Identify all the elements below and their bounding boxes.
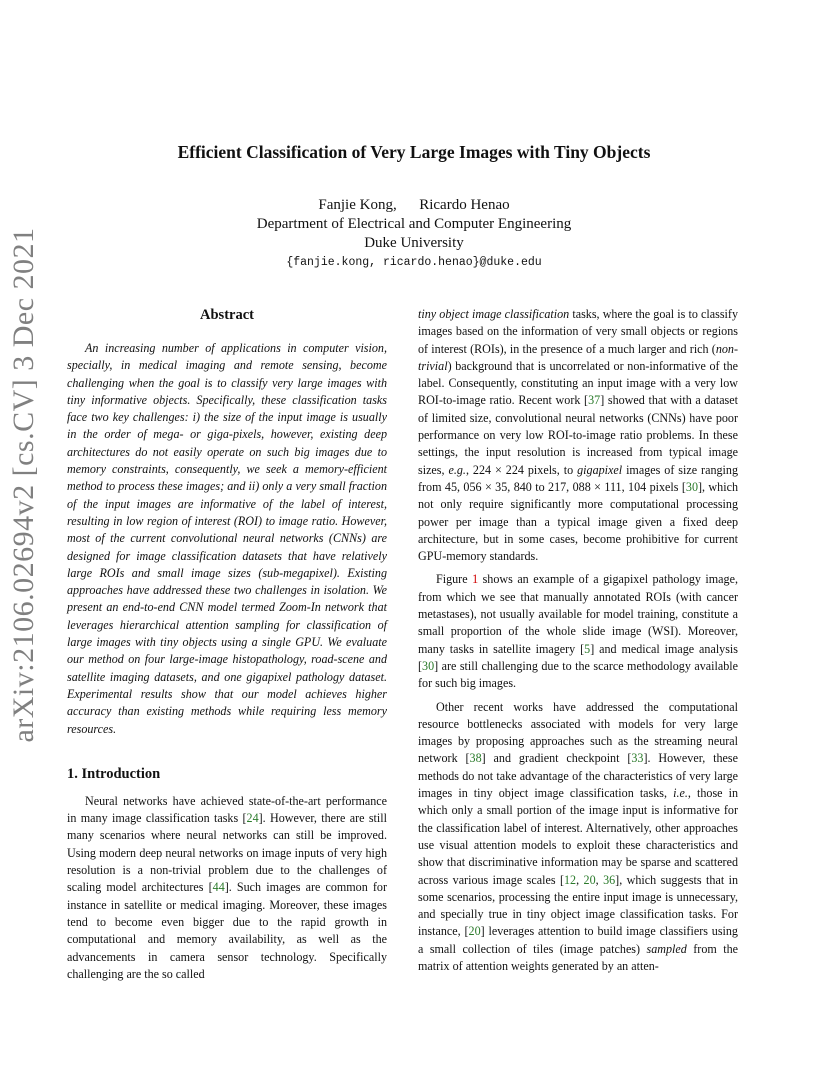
text-run: ], which suggests that in some scenarios, processing the entire input image is unnecessary, and specially true in tiny object image classification tasks. For instance, [ [418, 872, 739, 939]
text-run: , those in which only a small portion of the image input is informative for the classification label of interest. Alternatively, other approaches use visual attention models to exploit these characteristics and show that discriminative information may be sparse and scattered across various image scales [ [418, 786, 738, 887]
text-run: ]. However, there are still many scenarios where neural networks can still be improved. Using modern deep neural networks on image inputs of very high resolution is a non-trivial problem due to the challenges of scaling model architectures [ [67, 811, 387, 895]
text-run-italic: tiny object image classification [418, 307, 570, 321]
citation-link[interactable]: 5 [584, 641, 591, 656]
text-run: ] are still challenging due to the scarce methodology available for such big images. [418, 658, 738, 691]
text-run: Figure [436, 572, 473, 587]
text-run: Other recent works have addressed the computational resource bottlenecks associated with models for very large images by proposing approaches such as the streaming neural network [ [418, 699, 738, 766]
author-emails: {fanjie.kong, ricardo.henao}@duke.edu [286, 256, 542, 269]
arxiv-side-stamp: arXiv:2106.02694v2 [cs.CV] 3 Dec 2021 [7, 227, 40, 743]
author-names: Fanjie Kong, Ricardo Henao [318, 197, 510, 213]
figure-reference-link[interactable]: 1 [472, 572, 479, 587]
author-block [0, 196, 828, 253]
text-run: ] leverages attention to build image classifiers using a small collection of tiles (image patches) [418, 924, 738, 956]
citation-link[interactable]: 20 [583, 872, 596, 887]
text-run: , [595, 872, 604, 887]
text-run: ] showed that with a dataset of limited size, convolutional neural networks (CNNs) have poor performance on very low ROI-to-image ratio problems. In these settings, the input resolution is increased from typical image sizes, [418, 393, 738, 477]
text-run: ] and gradient checkpoint [ [481, 751, 632, 766]
text-run-italic: e.g. [448, 462, 466, 477]
text-run: , 224 × 224 pixels, to [465, 462, 578, 477]
citation-link[interactable]: 24 [246, 811, 259, 826]
citation-link[interactable]: 20 [468, 924, 481, 939]
intro-paragraph-3 [418, 571, 738, 692]
text-run: ] and medical image analysis [ [418, 641, 738, 673]
text-run: ) background that is uncorrelated or non-informative of the label. Consequently, constituting an input image with a very low ROI-to-image ratio. Recent work [ [418, 358, 738, 408]
paper-title: Efficient Classification of Very Large Images with Tiny Objects [177, 142, 651, 162]
text-run-italic: gigapixel [577, 462, 623, 477]
text-run: Neural networks have achieved state-of-the-art performance in many image classification tasks [ [67, 793, 387, 826]
intro-paragraph-2 [418, 306, 738, 565]
citation-link[interactable]: 38 [469, 751, 482, 766]
abstract-text: An increasing number of applications in computer vision, specially, in medical imaging and remote sensing, become challenging when the goal is to classify very large images with tiny informative objects. Specifically, these classification tasks face two key challenges: i) the size of the input image is usually in the order of mega- or giga-pixels, however, existing deep architectures do not easily operate on such big images due to memory constraints, consequently, we seek a memory-efficient method to process these images; and ii) only a very small fraction of the input images are informative of the label of interest, resulting in low region of interest (ROI) to image ratio. However, most of the current convolutional neural networks (CNNs) are designed for image classification datasets that have relatively large ROIs and small image sizes (sub-megapixel). Existing approaches have addressed these two challenges in isolation. We present an end-to-end CNN model termed Zoom-In network that leverages hierarchical attention sampling for classification of large images with tiny objects using a single GPU. We evaluate our method on four large-image histopathology, road-scene and satellite imaging datasets, and one gigapixel pathology dataset. Experimental results show that our model achieves higher accuracy than existing methods while requiring less memory resources. [67, 341, 387, 736]
text-run: ]. However, these methods do not take advantage of the characteristics of very large images in tiny object image classification tasks, [418, 751, 738, 801]
citation-link[interactable]: 33 [631, 751, 644, 766]
author-university: Duke University [364, 235, 464, 251]
intro-paragraph-1 [67, 793, 387, 983]
text-run-italic: i.e. [673, 786, 688, 801]
citation-link[interactable]: 30 [685, 479, 698, 494]
text-run: tasks, where the goal is to classify images based on the information of very small objects or regions of interest (ROIs), in the presence of a much larger and rich ( [418, 307, 738, 356]
text-run: shows an example of a gigapixel pathology image, from which we see that manually annotated ROIs (with cancer metastases), not usually available for model training, constitute a small proportion of the whole slide image (WSI). Moreover, many tasks in satellite imagery [ [418, 572, 738, 656]
citation-link[interactable]: 37 [588, 393, 601, 408]
text-run: ], which not only require significantly more computational processing power per image than a typical image given a fixed deep architecture, but in some cases, become prohibitive for current GPU-memory standards. [418, 479, 738, 564]
left-column [67, 306, 387, 983]
text-run: ]. Such images are common for instance in satellite or medical imaging. Moreover, these images tend to become even bigger due to the rapid growth in computational and memory availability, as well as the advancements in camera sensor technology. Specifically challenging are the so called [67, 880, 387, 981]
text-run-italic: sampled [646, 941, 687, 956]
intro-paragraph-4 [418, 699, 738, 976]
section-heading-introduction: 1. Introduction [67, 765, 161, 782]
citation-link[interactable]: 44 [212, 880, 225, 895]
text-run: , [576, 872, 584, 887]
citation-link[interactable]: 12 [563, 872, 577, 887]
citation-link[interactable]: 36 [603, 872, 616, 887]
text-run: from the matrix of attention weights generated by an atten- [418, 941, 738, 973]
citation-link[interactable]: 30 [422, 658, 435, 673]
right-column [418, 306, 738, 975]
text-run-italic: non-trivial [418, 341, 738, 373]
author-affiliation: Department of Electrical and Computer Engineering [256, 216, 572, 232]
abstract-heading: Abstract [200, 307, 254, 323]
text-run: images of size ranging from 45, 056 × 35, 840 to 217, 088 × 111, 104 pixels [ [418, 462, 738, 494]
